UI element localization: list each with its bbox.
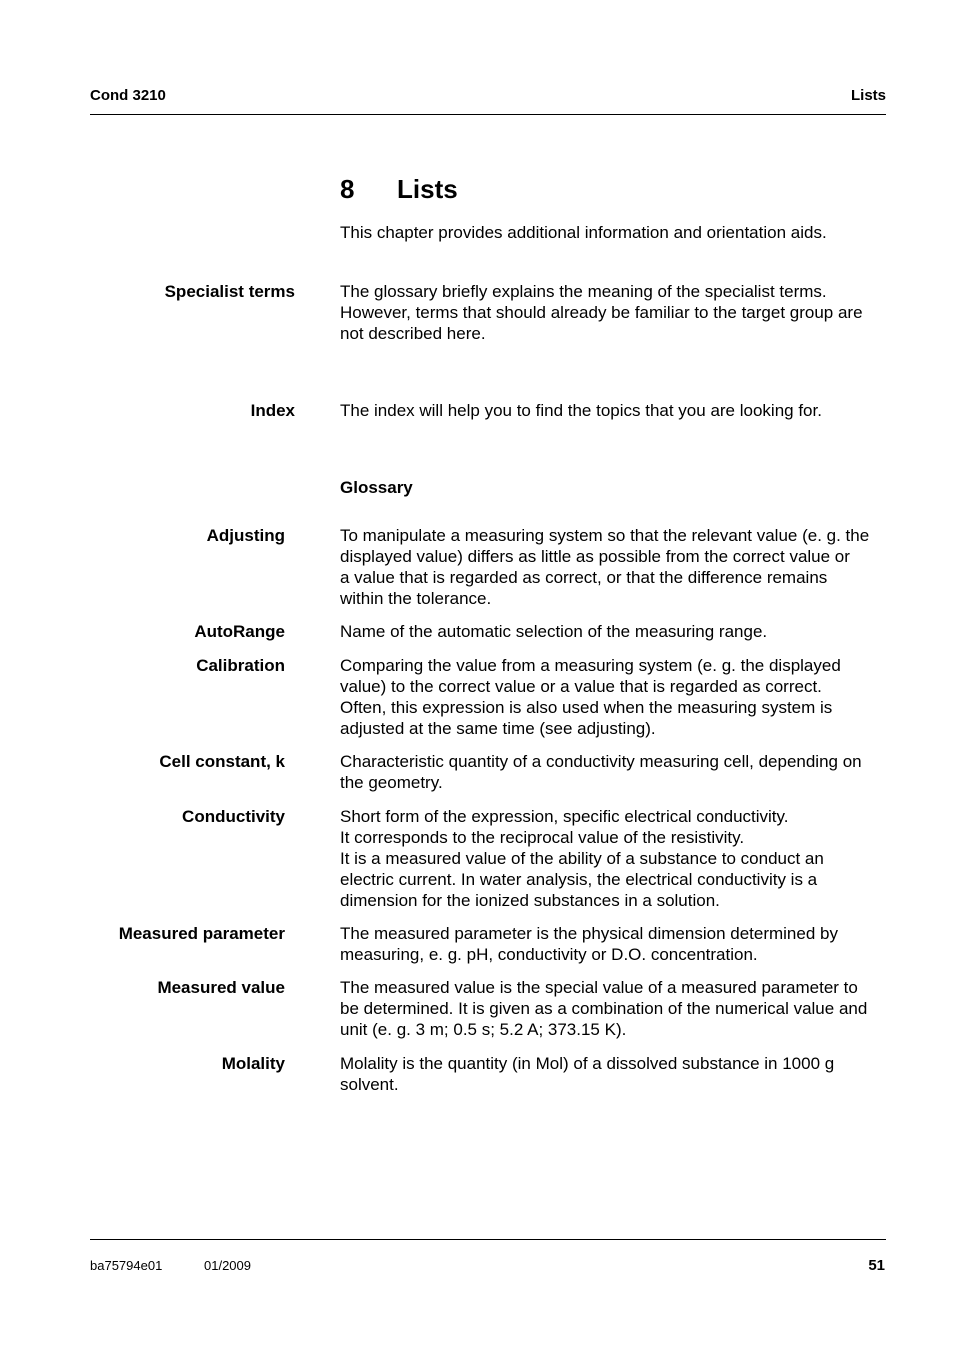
- index-label: Index: [250, 401, 295, 420]
- footer-rule: [90, 1239, 886, 1240]
- text-line: be determined. It is given as a combination of the numerical value and: [340, 999, 868, 1018]
- text-line: displayed value) differs as little as possible from the correct value or: [340, 547, 850, 566]
- index-text: The index will help you to find the topics that you are looking for.: [340, 401, 822, 420]
- glossary-term: Measured value: [157, 978, 285, 997]
- text-line: Short form of the expression, specific electrical conductivity.: [340, 807, 789, 826]
- text-line: measuring, e. g. pH, conductivity or D.O. concentration.: [340, 945, 758, 964]
- text-line: The glossary briefly explains the meaning of the specialist terms.: [340, 282, 827, 301]
- text-line: Comparing the value from a measuring system (e. g. the displayed: [340, 656, 841, 675]
- glossary-definition: [340, 977, 888, 1040]
- glossary-term: Molality: [221, 1054, 285, 1073]
- header-rule: [90, 114, 886, 115]
- page-number: 51: [868, 1257, 885, 1274]
- text-line: dimension for the ionized substances in a solution.: [340, 891, 720, 910]
- glossary-definition: [340, 525, 888, 609]
- text-line: unit (e. g. 3 m; 0.5 s; 5.2 A; 373.15 K).: [340, 1020, 627, 1039]
- text-line: Molality is the quantity (in Mol) of a dissolved substance in 1000 g: [340, 1054, 835, 1073]
- text-line: The measured value is the special value of a measured parameter to: [340, 978, 858, 997]
- glossary-definition: [340, 923, 888, 965]
- glossary-heading: Glossary: [340, 478, 413, 497]
- text-line: value) to the correct value or a value that is regarded as correct.: [340, 677, 822, 696]
- text-line: The measured parameter is the physical dimension determined by: [340, 924, 838, 943]
- footer-date: 01/2009: [204, 1258, 251, 1273]
- glossary-term: Calibration: [196, 656, 285, 675]
- glossary-definition: [340, 1053, 888, 1095]
- text-line: However, terms that should already be familiar to the target group are: [340, 303, 863, 322]
- header-product-name: Cond 3210: [90, 87, 166, 104]
- glossary-term: Adjusting: [206, 526, 285, 545]
- text-line: It corresponds to the reciprocal value of the resistivity.: [340, 828, 745, 847]
- specialist-terms-text: [340, 281, 888, 344]
- text-line: electric current. In water analysis, the electrical conductivity is a: [340, 870, 818, 889]
- glossary-term: Measured parameter: [118, 924, 285, 943]
- header-section-name: Lists: [850, 87, 886, 104]
- chapter-number: 8: [340, 174, 355, 204]
- text-line: within the tolerance.: [340, 589, 492, 608]
- text-line: not described here.: [340, 324, 486, 343]
- text-line: a value that is regarded as correct, or that the difference remains: [340, 568, 828, 587]
- glossary-definition: [340, 806, 888, 911]
- text-line: It is a measured value of the ability of a substance to conduct an: [340, 849, 824, 868]
- glossary-term: AutoRange: [194, 622, 285, 641]
- specialist-terms-label: Specialist terms: [164, 282, 295, 301]
- text-line: Name of the automatic selection of the measuring range.: [340, 622, 768, 641]
- chapter-title: Lists: [397, 174, 458, 204]
- footer-doc-id: ba75794e01: [90, 1258, 163, 1273]
- text-line: To manipulate a measuring system so that the relevant value (e. g. the: [340, 526, 870, 545]
- glossary-definition: [340, 621, 888, 642]
- text-line: the geometry.: [340, 773, 443, 792]
- text-line: adjusted at the same time (see adjusting).: [340, 719, 656, 738]
- glossary-term: Cell constant, k: [159, 752, 285, 771]
- text-line: Often, this expression is also used when the measuring system is: [340, 698, 833, 717]
- glossary-definition: [340, 751, 888, 793]
- glossary-definition: [340, 655, 888, 739]
- chapter-intro: This chapter provides additional information and orientation aids.: [340, 223, 827, 242]
- glossary-term: Conductivity: [182, 807, 285, 826]
- text-line: Characteristic quantity of a conductivity measuring cell, depending on: [340, 752, 862, 771]
- text-line: solvent.: [340, 1075, 399, 1094]
